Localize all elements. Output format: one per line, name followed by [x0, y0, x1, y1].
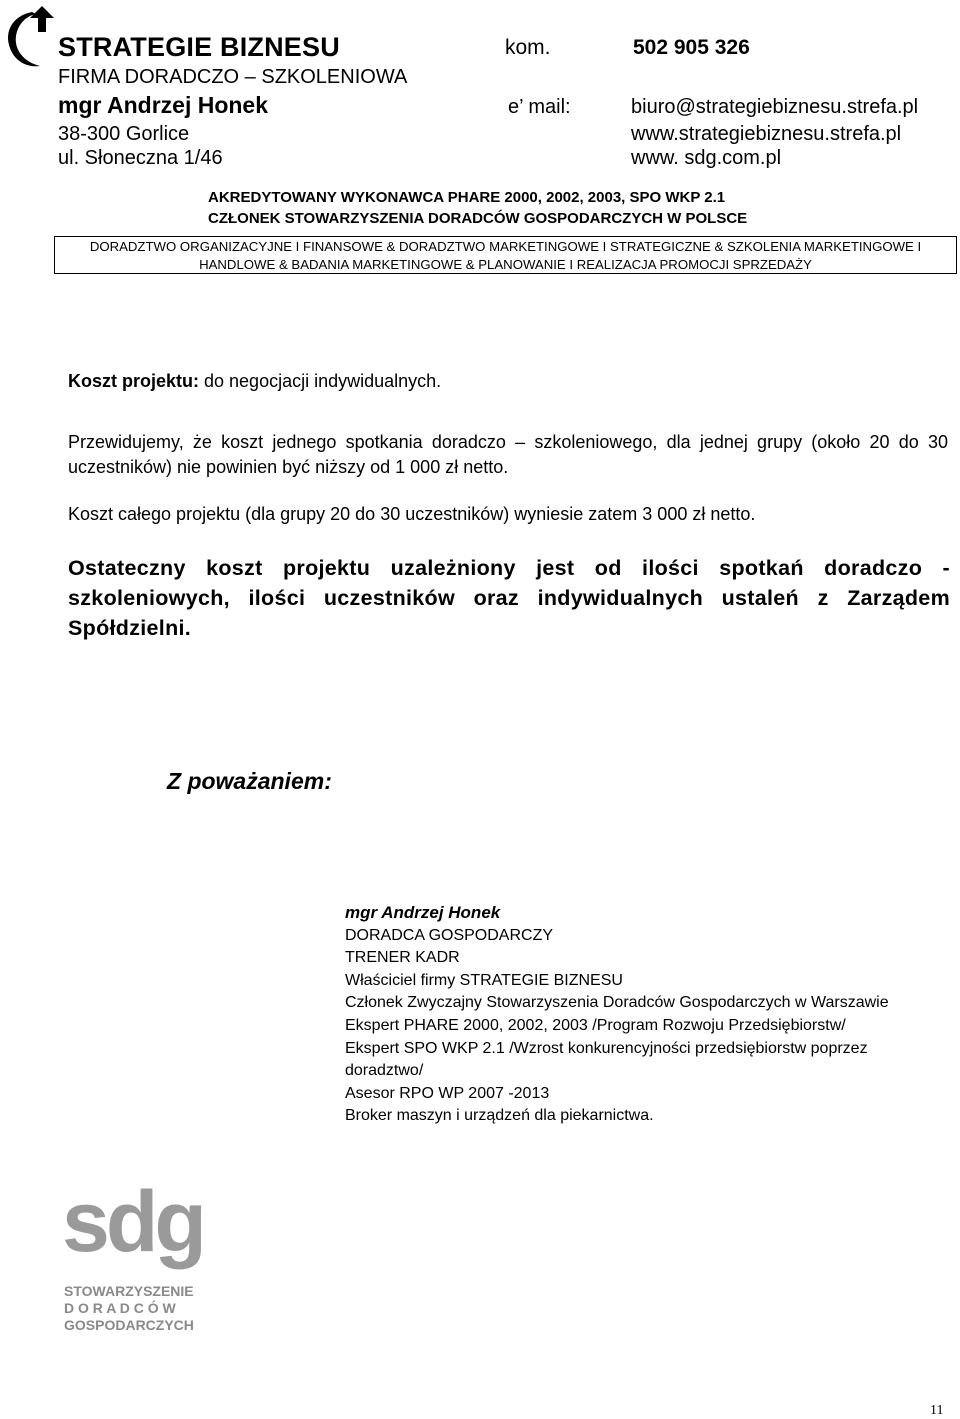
signature-line: Broker maszyn i urządzeń dla piekarnictwa. — [345, 1107, 654, 1125]
cost-estimate-paragraph: Przewidujemy, że koszt jednego spotkania doradczo – szkoleniowego, dla jednej grupy (około 20 do 30 uczestników) nie powinien być niższy od 1 000 zł netto. — [68, 432, 948, 477]
signature-line: doradztwo/ — [345, 1062, 424, 1080]
sdg-association-logo — [60, 1165, 210, 1335]
sdg-logo-brand: sdg — [62, 1174, 203, 1270]
address-street: ul. Słoneczna 1/46 — [58, 147, 223, 169]
total-cost-paragraph: Koszt całego projektu (dla grupy 20 do 30 uczestników) wyniesie zatem 3 000 zł netto. — [68, 504, 756, 524]
project-cost-value: do negocjacji indywidualnych. — [199, 371, 442, 391]
email-label: e’ mail: — [508, 96, 571, 118]
address-city: 38-300 Gorlice — [58, 123, 190, 145]
signature-block — [345, 902, 945, 1128]
page-number: 11 — [930, 1403, 944, 1418]
sdg-logo-line2: D O R A D C Ó W — [64, 1300, 176, 1316]
services-line-2: HANDLOWE & BADANIA MARKETINGOWE & PLANOWANIE I REALIZACJA PROMOCJI SPRZEDAŻY — [199, 257, 812, 272]
website-link-2[interactable]: www. sdg.com.pl — [631, 147, 782, 169]
services-line-1: DORADZTWO ORGANIZACYJNE I FINANSOWE & DORADZTWO MARKETINGOWE I STRATEGICZNE & SZKOLENIA MARKETINGOWE I — [89, 239, 922, 254]
phone-label: kom. — [505, 36, 551, 59]
membership-line: CZŁONEK STOWARZYSZENIA DORADCÓW GOSPODARCZYCH W POLSCE — [208, 210, 748, 227]
signature-line: Ekspert SPO WKP 2.1 /Wzrost konkurencyjności przedsiębiorstw poprzez — [345, 1039, 868, 1057]
sdg-logo-line1: STOWARZYSZENIE — [64, 1283, 194, 1299]
company-name: STRATEGIE BIZNESU — [58, 32, 340, 62]
sdg-logo-line3: GOSPODARCZYCH — [64, 1317, 194, 1333]
email-address[interactable]: biuro@strategiebiznesu.strefa.pl — [631, 96, 919, 118]
signature-line: TRENER KADR — [345, 949, 460, 967]
firm-type: FIRMA DORADCZO – SZKOLENIOWA — [58, 66, 408, 88]
phone-number: 502 905 326 — [633, 36, 750, 59]
project-cost-line — [68, 371, 441, 392]
signature-line: Właściciel firmy STRATEGIE BIZNESU — [345, 971, 623, 989]
signature-line: DORADCA GOSPODARCZY — [345, 926, 554, 944]
project-cost-label: Koszt projektu: — [68, 371, 200, 391]
final-cost-paragraph: Ostateczny koszt projektu uzależniony jest od ilości spotkań doradczo - szkoleniowych, ilości uczestników oraz indywidualnych ustaleń z Zarządem Spółdzielni. — [68, 556, 950, 640]
accreditation-line: AKREDYTOWANY WYKONAWCA PHARE 2000, 2002, 2003, SPO WKP 2.1 — [208, 189, 726, 206]
company-logo-icon — [2, 2, 58, 70]
website-link-1[interactable]: www.strategiebiznesu.strefa.pl — [631, 123, 902, 145]
signature-line: Ekspert PHARE 2000, 2002, 2003 /Program Rozwoju Przedsiębiorstw/ — [345, 1016, 846, 1034]
services-box — [54, 236, 957, 274]
signature-name: mgr Andrzej Honek — [345, 903, 501, 922]
owner-name: mgr Andrzej Honek — [58, 92, 269, 118]
signature-line: Członek Zwyczajny Stowarzyszenia Doradców Gospodarczych w Warszawie — [345, 994, 889, 1012]
signature-line: Asesor RPO WP 2007 -2013 — [345, 1084, 550, 1102]
closing-regards: Z poważaniem: — [167, 768, 332, 794]
